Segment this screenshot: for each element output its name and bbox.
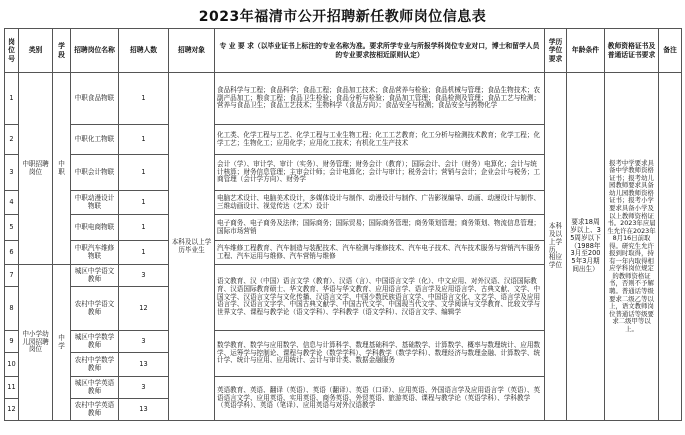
- row-code: 6: [5, 241, 19, 265]
- row-code: 9: [5, 331, 19, 353]
- row-position: 农村中学语文教师: [71, 287, 119, 331]
- row-position: 城区中学语文教师: [71, 265, 119, 287]
- row-major: 英语教育、英语、翻译（英语）、英语（翻译）、英语（口译）、应用英语、外国语言学及应用语言学（英语）、英语语言文学、应用英语、实用英语、商务英语、外贸英语、旅游英语、课程与教学论（英语学科）、学科教学（英语学科）、英语（笔译）、应用英语与对外汉语教学: [215, 377, 545, 421]
- header-cert: 教师资格证书及普通话证书要求: [605, 29, 659, 73]
- row-count: 1: [119, 191, 169, 215]
- row-count: 3: [119, 331, 169, 353]
- level-cell: 中职: [53, 73, 71, 265]
- age-cell: 要求18周岁以上、35周岁以下（1988年3月至2005年3月期间出生）: [567, 73, 605, 421]
- row-count: 1: [119, 125, 169, 155]
- cert-cell: 报考中学要求具备中学教师资格证书；报考幼儿园教师要求具备幼儿园教师资格证书；报考小学要求具备小学及以上教师资格证书。2023年应届生允许在2023年8月16日前取得。研究生允许报到时取得，持有一年内取得相应学科岗位规定的教师资格证书，否则不予解聘。普通话等级要求二级乙等以上，语文教师岗位普通话等级要求二级甲等以上。: [605, 73, 659, 421]
- row-code: 2: [5, 125, 19, 155]
- row-position: 农村中学数学教师: [71, 353, 119, 377]
- row-code: 10: [5, 353, 19, 377]
- row-major: 电子商务、电子商务及法律；国际商务；国际贸易；国际商务管理；商务策划管理；商务策划、物流信息管理；国际市场营销: [215, 215, 545, 241]
- table-row: [5, 73, 682, 125]
- job-info-table: [4, 28, 682, 421]
- row-count: 1: [119, 155, 169, 191]
- header-category: 类别: [19, 29, 53, 73]
- row-code: 1: [5, 73, 19, 125]
- row-position: 城区中学数学教师: [71, 331, 119, 353]
- row-position: 农村中学英语教师: [71, 399, 119, 421]
- row-major: 会计（学）、审计学、审计（实务）、财务管理；财务会计（教育）；国际会计、会计（财务）电算化；会计与统计核算；财务信息管理；主审会计师；会计电算化；会计与审计；税务会计；营销与会计；企业会计与税务；工商管理（会计学方向）、财务学: [215, 155, 545, 191]
- header-target: 招聘对象: [169, 29, 215, 73]
- row-code: 4: [5, 191, 19, 215]
- row-code: 7: [5, 265, 19, 287]
- header-education: 学历学位要求: [545, 29, 567, 73]
- row-position: 中职化工物联: [71, 125, 119, 155]
- row-count: 13: [119, 399, 169, 421]
- row-code: 11: [5, 377, 19, 399]
- row-count: 12: [119, 287, 169, 331]
- row-count: 3: [119, 377, 169, 399]
- row-count: 1: [119, 73, 169, 125]
- header-age: 年龄条件: [567, 29, 605, 73]
- header-code: 岗位号: [5, 29, 19, 73]
- row-count: 3: [119, 265, 169, 287]
- header-level: 学段: [53, 29, 71, 73]
- row-position: 中职会计物联: [71, 155, 119, 191]
- row-position: 城区中学英语教师: [71, 377, 119, 399]
- header-major: 专 业 要 求（以毕业证书上标注的专业名称为准。要求所学专业与所报学科岗位专业对口，博士和留学人员的专业要求按相近原则认定）: [215, 29, 545, 73]
- header-position: 招聘岗位名称: [71, 29, 119, 73]
- row-major: 语文教育、汉（中国）语言文学（教育）、汉语（言）、中国语言文学（化）、中文应用、对外汉语、汉语国际教育、汉语国际教育硕士、华文教育、华语与华文教育、应用语言学、语言学及应用语言学、古典文献、文学、中国文学、汉语言文学与文化传播、汉语言文学、中国少数民族语言文学、中国语言文化、文艺学、语言学及应用语言学、汉语言文字学、中国古典文献学、中国古代文学、中国现当代文学、文学阅读与文学教育、比较文学与世界文学、课程与教学论（语文学科）、学科教学（语文学科）、汉语言文学、编辑学: [215, 265, 545, 331]
- row-major: 化工类、化学工程与工艺、化学工程与工业生物工程；化工工艺教育；化工分析与检测技术教育；化学工程；化学工艺；生物化工；应用化学；应用化工技术；有机化工生产技术: [215, 125, 545, 155]
- header-remark: 备注: [659, 29, 682, 73]
- page-title: 2023年福清市公开招聘新任教师岗位信息表: [198, 9, 487, 25]
- remark-cell: [659, 73, 682, 421]
- category-cell: 中职招聘岗位: [19, 73, 53, 265]
- row-code: 12: [5, 399, 19, 421]
- row-position: 中职动漫设计物联: [71, 191, 119, 215]
- row-position: 中职汽车维修物联: [71, 241, 119, 265]
- row-major: 汽车维修工程教育、汽车制造与装配技术、汽车检测与维修技术、汽车电子技术、汽车技术服务与营销汽车服务工程、汽车运用与维修、汽车营销与维修: [215, 241, 545, 265]
- row-count: 1: [119, 241, 169, 265]
- row-major: 数学教育、数学与应用数学、信息与计算科学、数理基础科学、基础数学、计算数学、概率与数理统计、应用数学、运筹学与控制论、课程与教学论（数学学科）、学科教学（数学学科）、数理经济与数理金融、计算数学、统计学、统计与应用、应用统计、会计与审计类、数据金融服务: [215, 331, 545, 377]
- category-cell: 中小学幼儿园招聘岗位: [19, 265, 53, 421]
- row-code: 8: [5, 287, 19, 331]
- row-code: 3: [5, 155, 19, 191]
- level-cell: 中学: [53, 265, 71, 421]
- row-major: 电脑艺术设计、电脑美术设计，多媒体设计与制作、动漫设计与制作、广告影视编导、动画、动漫设计与制作、三维动画设计、视觉传达（艺术）设计: [215, 191, 545, 215]
- row-count: 13: [119, 353, 169, 377]
- header-count: 招聘人数: [119, 29, 169, 73]
- row-code: 5: [5, 215, 19, 241]
- row-count: 1: [119, 215, 169, 241]
- education-cell: 本科及以上学历，相应学位: [545, 73, 567, 421]
- target-cell: 本科及以上学历毕业生: [169, 73, 215, 421]
- row-position: 中职食品物联: [71, 73, 119, 125]
- row-major: 食品科学与工程；食品科学；食品工程；食品加工技术；食品营养与检验；食品机械与管理；食品生物技术；农副产品加工；粮食工程；食品卫生检验；食品分析与检验；食品加工管理；食品检测及管理；食品工艺与检测；营养与食品卫生；食品工艺技术；生物科学（食品方向）；食品安全与检测；食品安全与药物化学: [215, 73, 545, 125]
- row-position: 中职电商物联: [71, 215, 119, 241]
